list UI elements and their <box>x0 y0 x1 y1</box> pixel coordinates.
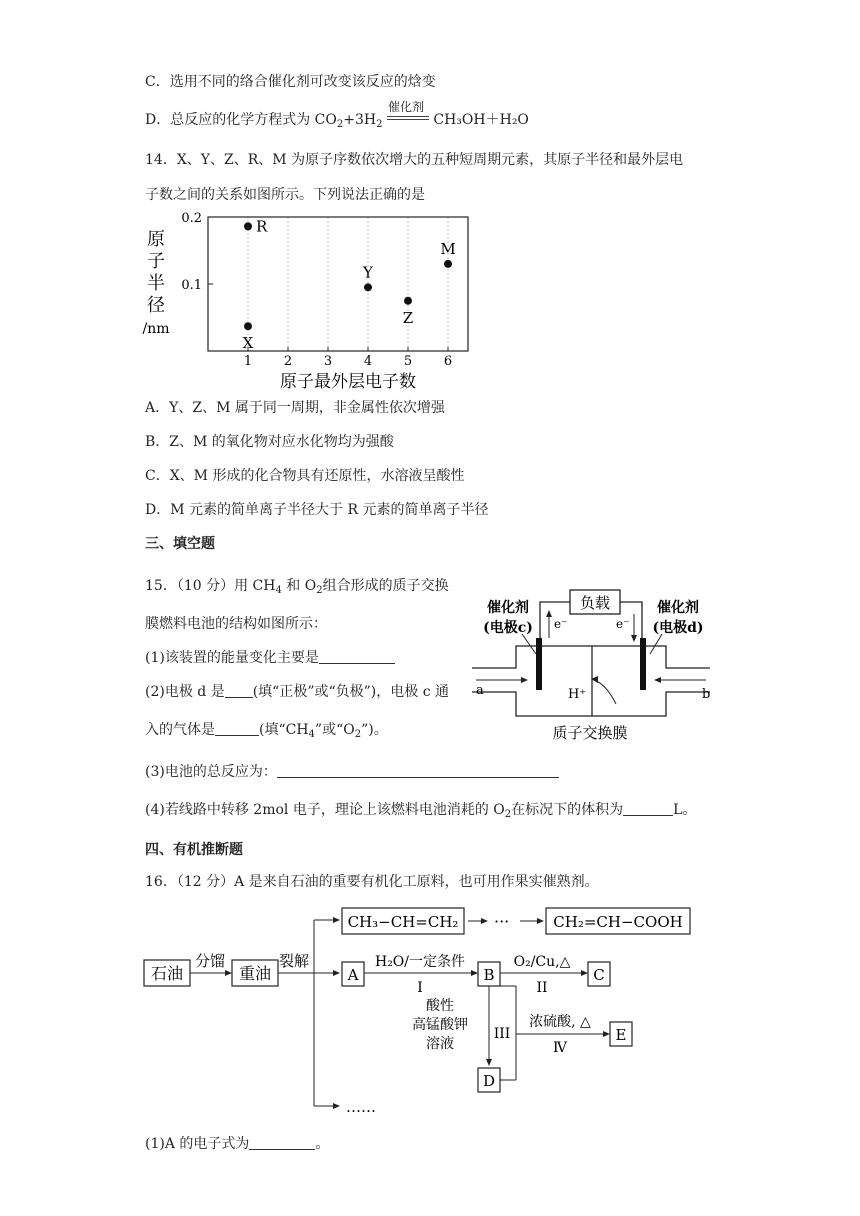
q14-option-a: A．Y、Z、M 属于同一周期，非金属性依次增强 <box>145 400 445 416</box>
x-tick-label: 2 <box>283 354 293 369</box>
electrode-c-label: (电极c) <box>483 620 533 636</box>
data-point-label: X <box>242 334 254 353</box>
answer-blank-1[interactable] <box>319 649 395 664</box>
step-label-3: III <box>493 1026 511 1042</box>
intermediate-dots: ··· <box>494 912 510 931</box>
x-tick-label: 3 <box>323 354 333 369</box>
q15-part4: (4)若线路中转移 2mol 电子，理论上该燃料电池消耗的 $O_2$在标况下的体积为 L。 <box>145 802 697 820</box>
oxidant-line3: 溶液 <box>426 1036 454 1052</box>
q15-stem-line1: 15．（10 分）用 $CH_4$ 和 $O_2$组合形成的质子交换 <box>145 578 449 596</box>
q15-part2 <box>145 682 449 702</box>
x-tick-label: 1 <box>243 354 253 369</box>
electron-label-right: e⁻ <box>616 617 630 631</box>
x-tick-label: 6 <box>443 354 453 369</box>
compound-b: B <box>483 966 495 984</box>
y-axis-label-char: 子 <box>147 251 165 272</box>
petroleum-label: 石油 <box>150 964 184 983</box>
electrode-d <box>640 638 646 690</box>
q13-option-d: D．总反应的化学方程式为 $CO_2+3H_2$ 催化剂 CH₃OH＋H₂O <box>145 110 529 135</box>
q15-p4-text-c: L。 <box>673 802 697 818</box>
data-point-label: Y <box>363 263 373 282</box>
q15-part1 <box>145 648 395 668</box>
condition-step1: H₂O/一定条件 <box>374 954 466 970</box>
q14-stem-line1: 14．X、Y、Z、R、M 为原子序数依次增大的五种短周期元素，其原子半径和最外层电 <box>145 152 684 168</box>
electrode-c <box>536 638 542 690</box>
y-tick-label: 0.2 <box>181 211 202 226</box>
catalyst-d-label: 催化剂 <box>657 600 699 616</box>
q16-part1 <box>145 1134 329 1154</box>
q15-p4-text-b: 在标况下的体积为 <box>511 802 624 818</box>
q15-p2-text-a: (2)电极 d 是 <box>145 684 225 700</box>
compound-d: D <box>482 1072 496 1090</box>
step-label-4: Ⅳ <box>553 1040 567 1056</box>
q15-p2-text-b: (填“正极”或“负极”)，电极 c 通 <box>252 684 449 700</box>
x-tick-label: 5 <box>403 354 413 369</box>
atomic-radius-chart <box>140 205 480 395</box>
step-label-2: II <box>536 980 548 996</box>
q15-p2-text-c: 入的气体是 <box>145 722 215 738</box>
section-title-organic: 四、有机推断题 <box>145 842 243 858</box>
q16-stem: 16．（12 分）A 是来自石油的重要有机化工原料，也可用作果实催熟剂。 <box>145 874 599 890</box>
answer-blank-5[interactable] <box>623 801 673 816</box>
data-point-x <box>244 322 252 330</box>
y-axis-label-char: 半 <box>147 273 165 294</box>
answer-blank-6[interactable] <box>249 1135 315 1150</box>
fractionation-label: 分馏 <box>194 952 226 970</box>
q15-p2-text-f: ”)。 <box>361 722 388 738</box>
electrode-d-label: (电极d) <box>652 620 704 636</box>
inlet-a-label: a <box>476 683 484 698</box>
q15-part2-cont: 入的气体是 (填“$CH_4$”或“$O_2$”)。 <box>145 722 388 740</box>
data-point-label: R <box>256 217 268 236</box>
catalyst-c-label: 催化剂 <box>487 600 529 616</box>
x-tick-label: 4 <box>363 354 373 369</box>
data-point-m <box>444 260 452 268</box>
load-label: 负载 <box>579 594 611 612</box>
y-tick-label: 0.1 <box>181 278 202 293</box>
data-point-r <box>244 222 252 230</box>
acrylic-acid-formula: CH₂=CH−COOH <box>553 913 683 931</box>
q13-d-suffix: CH₃OH＋H₂O <box>433 112 529 128</box>
oxidant-line1: 酸性 <box>426 998 454 1014</box>
proton-label: H⁺ <box>568 687 587 702</box>
q14-stem-line2: 子数之间的关系如图所示。下列说法正确的是 <box>145 187 425 203</box>
propene-formula: CH₃−CH=CH₂ <box>347 913 459 931</box>
data-point-label: M <box>440 239 456 258</box>
organic-flow-diagram <box>140 902 700 1120</box>
section-title-fill-in: 三、填空题 <box>145 536 215 552</box>
inlet-b-label: b <box>702 687 711 702</box>
data-point-label: Z <box>402 308 414 327</box>
chart-x-axis-label: 原子最外层电子数 <box>280 372 416 392</box>
q15-l1c: 组合形成的质子交换 <box>322 578 449 594</box>
heavy-oil-label: 重油 <box>238 964 272 983</box>
y-axis-label-char: 原 <box>147 229 165 250</box>
compound-a: A <box>347 966 359 984</box>
y-axis-label-char: /nm <box>142 321 170 337</box>
membrane-label: 质子交换膜 <box>552 724 628 742</box>
answer-blank-2[interactable] <box>225 683 253 698</box>
condition-step2: O₂/Cu,△ <box>513 954 571 970</box>
q14-option-c: C．X、M 形成的化合物具有还原性，水溶液呈酸性 <box>145 468 465 484</box>
q15-stem-line2: 膜燃料电池的结构如图所示： <box>145 616 327 632</box>
q15-l1b: 和 O <box>286 578 317 594</box>
q15-p1-text: (1)该装置的能量变化主要是 <box>145 650 319 666</box>
data-point-y <box>364 283 372 291</box>
q14-option-d: D．M 元素的简单离子半径大于 R 元素的简单离子半径 <box>145 502 489 518</box>
catalyst-arrow <box>387 100 429 127</box>
q16-p1-end: 。 <box>315 1136 330 1152</box>
q15-l1a: 15．（10 分）用 CH <box>145 578 276 594</box>
answer-blank-4[interactable] <box>277 763 559 778</box>
fuel-cell-diagram <box>470 588 730 748</box>
q16-p1-text: (1)A 的电子式为 <box>145 1136 250 1152</box>
y-axis-label-char: 径 <box>147 295 165 316</box>
q13-d-mid: +3H <box>343 112 377 128</box>
compound-e: E <box>615 1026 627 1044</box>
q15-p2-text-e: ”或“O <box>314 722 355 738</box>
q15-p4-text-a: (4)若线路中转移 2mol 电子，理论上该燃料电池消耗的 O <box>145 802 505 818</box>
q15-part3 <box>145 762 559 782</box>
q14-option-b: B．Z、M 的氧化物对应水化物均为强酸 <box>145 434 394 450</box>
q13-option-c: C．选用不同的络合催化剂可改变该反应的焓变 <box>145 74 436 90</box>
compound-c: C <box>593 966 605 984</box>
more-products-dots: …… <box>346 1098 376 1116</box>
catalyst-label: 催化剂 <box>387 100 424 114</box>
q15-p2-text-d: (填“CH <box>259 722 309 738</box>
step-label-1: I <box>417 980 423 996</box>
answer-blank-3[interactable] <box>215 721 259 736</box>
chart-frame <box>208 217 468 351</box>
q13-d-prefix: D．总反应的化学方程式为 CO <box>145 112 337 128</box>
oxidant-line2: 高锰酸钾 <box>412 1017 468 1033</box>
q15-p3-text: (3)电池的总反应为： <box>145 764 277 780</box>
cracking-label: 裂解 <box>278 952 310 970</box>
condition-step4: 浓硫酸, △ <box>529 1014 591 1030</box>
electron-label-left: e⁻ <box>554 617 568 631</box>
data-point-z <box>404 297 412 305</box>
